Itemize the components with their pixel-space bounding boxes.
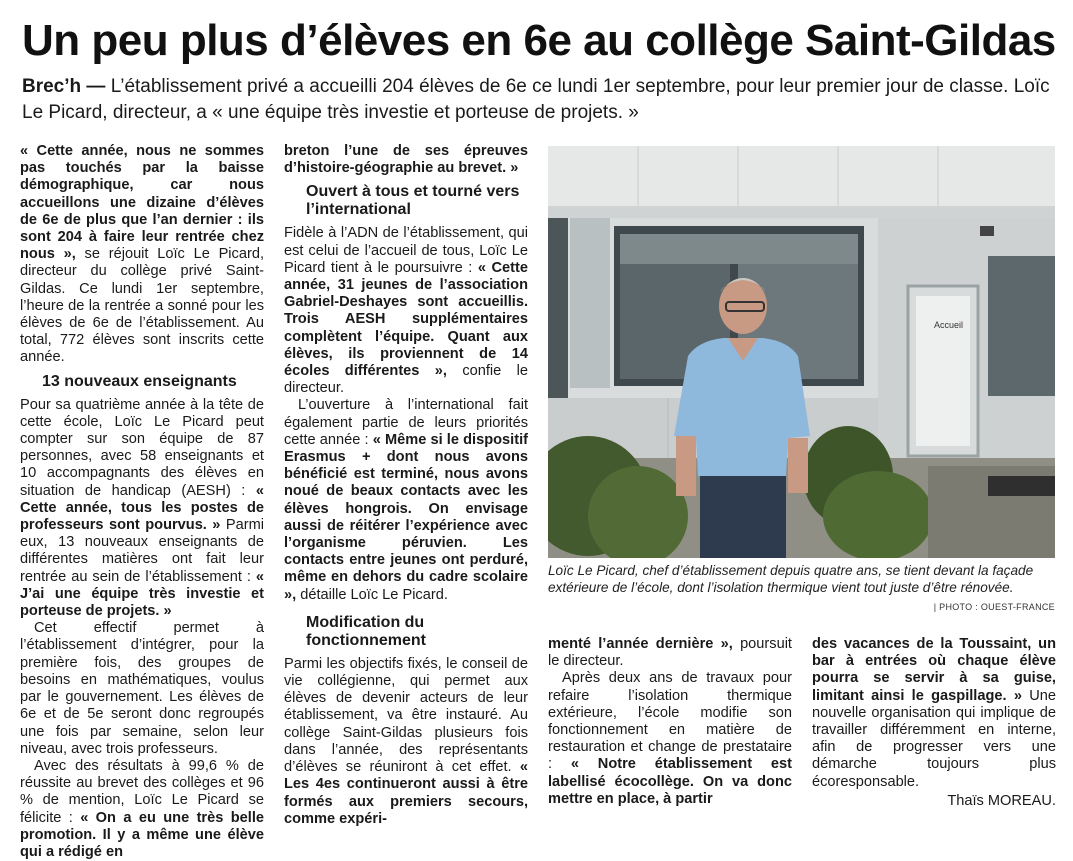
body-text: Pour sa quatrième année à la tête de cette école, Loïc Le Picard peut compter sur son équipe de 87 personnes, avec 58 enseignants et 10 accompagnants des élèves en situation de handicap (AESH) : [20, 396, 264, 499]
quote-text: des vacances de la Toussaint, un bar à entrées où chaque élève pourra se servir à sa guise, limitant ainsi le gaspillage. » [812, 636, 1056, 704]
paragraph [812, 636, 1056, 791]
quote-text: « J’ai une équipe très investie et porteuse de projets. » [20, 568, 264, 620]
paragraph [548, 636, 792, 670]
subheading: Modification du fonctionnement [306, 613, 426, 649]
paragraph [284, 397, 528, 603]
body-text: poursuit le directeur. [548, 636, 792, 670]
quote-text: « Cette année, nous ne sommes pas touchés par la baisse démographique, car nous accueillons une dizaine d’élèves de 6e de plus que l’an dernier : ils sont 204 à faire leur rentrée chez nous », [20, 143, 264, 263]
photo-illustration [548, 146, 1055, 558]
body-text: confie le directeur. [284, 363, 528, 397]
paragraph [284, 225, 528, 397]
photo-caption: Loïc Le Picard, chef d’établissement depuis quatre ans, se tient devant la façade extérieure de l’école, dont l’isolation thermique vient tout juste d’être rénovée. [548, 563, 1034, 595]
body-text: Fidèle à l’ADN de l’établissement, qui est celui de l’accueil de tous, Loïc Le Picard tient à le poursuivre : [284, 225, 528, 276]
quote-text: breton l’une de ses épreuves d’histoire-géographie au brevet. » [284, 143, 528, 177]
paragraph [548, 670, 792, 808]
dateline: Brec’h — [22, 76, 106, 97]
body-text: détaille Loïc Le Picard. [296, 586, 448, 603]
article-column-1 [20, 143, 264, 861]
body-text: se réjouit Loïc Le Picard, directeur du collège privé Saint-Gildas. Ce lundi 1er septembre, l’heure de la rentrée a sonné pour les élèves de 6e de l’établissement. Au total, 772 élèves sont inscrits cette année. [20, 246, 264, 366]
quote-text: « Les 4es continueront aussi à être formés aux premiers secours, comme expéri- [284, 759, 528, 827]
subheading: 13 nouveaux enseignants [42, 372, 237, 390]
photo-credit: | PHOTO : OUEST-FRANCE [933, 602, 1055, 612]
quote-text: « Notre établissement est labellisé écocollège. On va donc mettre en place, à partir [548, 756, 792, 807]
body-text: Parmi eux, 13 nouveaux enseignants de différentes matières ont fait leur rentrée au sein de l’établissement : [20, 517, 264, 585]
accueil-sign: Accueil [934, 320, 964, 330]
paragraph [284, 143, 528, 177]
quote-text: « Cette année, 31 jeunes de l’association Gabriel-Deshayes sont accueillis. Trois AESH supplémentaires complètent l’équipe. Quant aux élèves, ils proviennent de 14 écoles différentes », [284, 259, 528, 380]
subheading: Ouvert à tous et tourné vers l’international [306, 183, 520, 219]
body-text: Parmi les objectifs fixés, le conseil de vie collégienne, qui permet aux élèves de devenir acteurs de leur établissement, va être instauré. Au collège Saint-Gildas plusieurs fois dans l’année, des représentants d’élèves se réuniront à cet effet. [284, 655, 528, 776]
paragraph [20, 397, 264, 621]
quote-text: menté l’année dernière », [548, 636, 733, 652]
body-text: L’ouverture à l’international fait également partie de leurs priorités cette année : [284, 397, 528, 448]
paragraph: Cet effectif permet à l’établissement d’intégrer, pour la première fois, des groupes de besoins en mathématiques, voulus par le gouvernement. Les élèves de 6e et de 5e seront donc regroupés une fois par semaine, selon leur niveau, avec trois professeurs. [20, 620, 264, 757]
article-photo [548, 146, 1055, 558]
quote-text: « Cette année, tous les postes de professeurs sont pourvus. » [20, 482, 264, 534]
paragraph [284, 656, 528, 828]
body-text: Après deux ans de travaux pour refaire l’isolation thermique extérieure, l’école modifie son fonctionnement en matière de restauration et change de prestataire : [548, 670, 792, 773]
lede-text: L’établissement privé a accueilli 204 élèves de 6e ce lundi 1er septembre, pour leur premier jour de classe. Loïc Le Picard, directeur, a « une équipe très investie et porteuse de projets. » [22, 76, 1050, 123]
article-lede [22, 74, 1062, 126]
quote-text: « Même si le dispositif Erasmus + dont nous avons bénéficié est terminé, nous avons noué de beaux contacts avec les élèves hongrois. On envisage aussi de réitérer l’expérience avec l’organisme péruvien. Les contacts entre jeunes ont perduré, même en dehors du cadre scolaire », [284, 431, 528, 603]
article-column-2 [284, 143, 528, 828]
quote-text: « On a eu une très belle promotion. Il y a même une élève qui a rédigé en [20, 809, 264, 860]
paragraph [20, 758, 264, 861]
body-text: Une nouvelle organisation qui implique de travailler différemment en interne, afin de progresser vers une démarche toujours plus écoresponsable. [812, 687, 1056, 790]
body-text: Avec des résultats à 99,6 % de réussite au brevet des collèges et 96 % de mention, Loïc Le Picard se félicite : [20, 757, 264, 826]
author-signature: Thaïs MOREAU. [947, 792, 1056, 809]
paragraph [20, 143, 264, 367]
article-headline: Un peu plus d’élèves en 6e au collège Saint-Gildas [22, 16, 1056, 65]
article-column-4 [812, 636, 1056, 810]
article-column-3 [548, 636, 792, 808]
